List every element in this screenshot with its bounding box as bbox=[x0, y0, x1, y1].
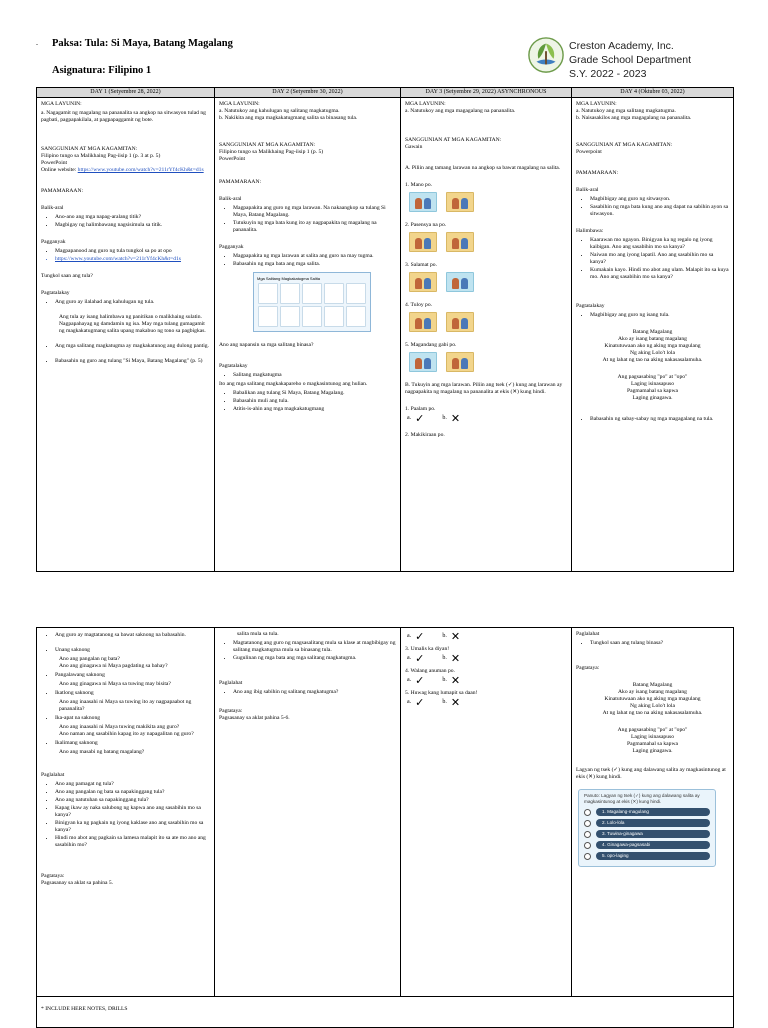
poem-line: Laging isinasapuso bbox=[630, 734, 675, 740]
picture-row bbox=[409, 352, 567, 372]
list-item: • Ano-ano ang mga napag-aralang titik? bbox=[55, 214, 210, 221]
poem-line: Laging isinasapuso bbox=[630, 381, 675, 387]
sanggunian-heading: SANGGUNIAN AT MGA KAGAMITAN: bbox=[219, 142, 316, 148]
balik-aral-heading: Balik-aral bbox=[576, 187, 599, 193]
poem-line: At ng lahat ng tao na aking nakasasalamuha. bbox=[602, 710, 703, 716]
check-icon[interactable]: ✓ bbox=[415, 630, 425, 643]
check-icon[interactable]: ✓ bbox=[415, 412, 425, 425]
day1-cell-continued bbox=[37, 628, 215, 997]
option-b-label: b. bbox=[442, 415, 447, 421]
list-item: • Ano ang pamagat ng tula? bbox=[55, 781, 210, 788]
worksheet-item-label: 2. Lolo-lola bbox=[596, 819, 710, 827]
poem-line: Ng aking Lolo't lola bbox=[630, 350, 675, 356]
day3-cell-continued bbox=[401, 628, 572, 997]
halimbawa-heading: Halimbawa: bbox=[576, 228, 604, 234]
layunin-heading: MGA LAYUNIN: bbox=[405, 101, 446, 107]
answer-circle[interactable] bbox=[584, 853, 591, 860]
option-a-label: a. bbox=[407, 677, 412, 683]
powerpoint-text: PowerPoint bbox=[219, 156, 246, 162]
list-item: • Ano ang natutuhan sa napakinggang tula? bbox=[55, 797, 210, 804]
pamamaraan-heading: PAMAMARAAN: bbox=[219, 179, 262, 185]
list-item: • Tungkol saan ang tulang binasa? bbox=[590, 640, 729, 647]
pagtatalakay-heading: Pagtatalakay bbox=[41, 290, 70, 296]
option-b-label: b. bbox=[442, 655, 447, 661]
worksheet-item-label: 5. opo-laging bbox=[596, 852, 710, 860]
answer-circle[interactable] bbox=[584, 809, 591, 816]
school-info bbox=[569, 39, 691, 81]
poem-stanza-2 bbox=[576, 374, 729, 402]
b-item-1: 1. Paalam po. bbox=[405, 406, 436, 412]
layunin-a: a. Natutukoy ang kahulugan ng salitang magkatugma. bbox=[219, 108, 340, 114]
check-row bbox=[407, 412, 567, 425]
list-item: • Magpapakita ng mga larawan at salita ang guro na may tugma. bbox=[233, 253, 396, 260]
poem-line: At ng lahat ng tao na aking nakasasalamuha. bbox=[602, 357, 703, 363]
poem-line: Ang pagsasabing "po" at "opo" bbox=[617, 374, 688, 380]
day1-header: DAY 1 (Setyembre 28, 2022) bbox=[37, 88, 215, 98]
list-item: Ano ang inaasahi ni Maya sa tuwing ito ay nagpapaabot ng pananalita? bbox=[59, 699, 192, 712]
list-item: • Babasahin ng guro ang tulang "Si Maya, Batang Magalang" (p. 5) bbox=[55, 358, 210, 365]
picture-b bbox=[446, 192, 474, 212]
check-row bbox=[407, 630, 567, 643]
list-item: • Magpapanood ang guro ng tula tungkol sa po at opo bbox=[55, 248, 210, 255]
poem-line: Pagmamahal sa kapwa bbox=[627, 388, 678, 394]
question-text: Ano ang napansin sa mga salitang binasa? bbox=[219, 342, 314, 348]
paglalahat-heading: Paglalahat bbox=[576, 631, 600, 637]
pagtataya-heading: Pagtataya: bbox=[41, 873, 65, 879]
list-item: • Magbibigay ang guro ng isang tula. bbox=[590, 312, 729, 319]
sanggunian-heading: SANGGUNIAN AT MGA KAGAMITAN: bbox=[41, 146, 138, 152]
list-item: • Atitis-is-ahin ang mga magkakatugmang bbox=[233, 406, 396, 413]
youtube-link[interactable]: https://www.youtube.com/watch?v=211rYf4cKh&t=d1s bbox=[77, 167, 204, 173]
list-item: • Sasabihin ng mga bata kung ano ang dapat na sabihin ayon sa sitwasyon. bbox=[590, 204, 729, 218]
list-item: • Hindi mo abot ang pagkain sa lamesa malapit ito sa ate mo ano ang sasabihin mo? bbox=[55, 835, 210, 849]
layunin-heading: MGA LAYUNIN: bbox=[576, 101, 617, 107]
picture-row bbox=[409, 192, 567, 212]
picture-a bbox=[409, 312, 437, 332]
day2-header: DAY 2 (Setyembre 30, 2022) bbox=[215, 88, 401, 98]
day4-header: DAY 4 (Oktubre 03, 2022) bbox=[572, 88, 734, 98]
list-item: • Ano ang pangalan ng bata sa napakinggang tula? bbox=[55, 789, 210, 796]
instruction-b: B. Tukuyin ang mga larawan. Piliin ang tsek (✓) kung ang larawan ay nagpapakita ng magalang na pananalita at ekis (✕) kung hindi. bbox=[405, 382, 563, 395]
picture-a bbox=[409, 272, 437, 292]
list-item: • Ang mga salitang magkatugma ay magkakatunog ang dulong pantig. bbox=[55, 343, 210, 350]
asignatura-title: Asignatura: Filipino 1 bbox=[52, 65, 152, 76]
poem-stanza-1 bbox=[576, 329, 729, 364]
paragraph: Ang tula ay isang halimbawa ng panitikan o malikhaing sulatin. Nagpapahayag ng damdamin ng isa. May mga tulang gumagamit ng magkakatugmang salita upang makabuo ng tono sa pagbigkas. bbox=[59, 314, 206, 334]
day3-header: DAY 3 (Setyembre 29, 2022) ASYNCHRONOUS bbox=[401, 88, 572, 98]
day3-cell bbox=[401, 98, 572, 572]
option-a-label: a. bbox=[407, 699, 412, 705]
school-logo-icon bbox=[527, 36, 565, 74]
pagganyak-heading: Pagganyak bbox=[219, 244, 244, 250]
list-item: • Magpapakita ang guro ng mga larawan. Na nakaangkop sa tulang Si Maya, Batang Magalang. bbox=[233, 205, 396, 219]
answer-circle[interactable] bbox=[584, 820, 591, 827]
pamamaraan-heading: PAMAMARAAN: bbox=[41, 188, 84, 194]
worksheet-item bbox=[584, 808, 710, 816]
list-item: • Magbigay ng halimbawang nagsisimula sa titik. bbox=[55, 222, 210, 229]
b-item-3: 3. Umalis ka diyan! bbox=[405, 646, 450, 652]
balik-aral-heading: Balik-aral bbox=[219, 196, 242, 202]
layunin-heading: MGA LAYUNIN: bbox=[219, 101, 260, 107]
saknong-heading: • Pangalawang saknong bbox=[55, 672, 210, 679]
list-item: • Ano ang ibig sabihin ng salitang magkatugma? bbox=[233, 689, 396, 696]
option-a-label: a. bbox=[407, 633, 412, 639]
list-item: Ano ang ginagawa ni Maya sa tuwing may bisita? bbox=[59, 681, 171, 687]
pagtataya-heading: Pagtataya: bbox=[576, 665, 600, 671]
worksheet-item bbox=[584, 841, 710, 849]
item-4: 4. Tuloy po. bbox=[405, 302, 433, 308]
saknong-heading: • Ikatlong saknong bbox=[55, 690, 210, 697]
layunin-text: a. Nagagamit ng magalang na pananalita sa angkop na sitwasyon tulad ng pagbati, pagpapakilala, at pagpapaggamit ng bote. bbox=[41, 110, 206, 123]
x-icon[interactable]: ✕ bbox=[450, 630, 461, 643]
worksheet-item-label: 3. Tuwina-ginagawa bbox=[596, 830, 710, 838]
sanggunian-text: Powerpoint bbox=[576, 149, 602, 155]
paglalahat-heading: Paglalahat bbox=[219, 680, 243, 686]
x-icon[interactable]: ✕ bbox=[450, 412, 461, 425]
poem-line: Ako ay isang batang magalang bbox=[618, 689, 687, 695]
notes-text: * INCLUDE HERE NOTES, DRILLS bbox=[41, 1006, 128, 1012]
option-a-label: a. bbox=[407, 655, 412, 661]
question-text: Tungkol saan ang tula? bbox=[41, 273, 93, 279]
lesson-plan-table-page1 bbox=[36, 87, 734, 572]
picture-a bbox=[409, 232, 437, 252]
list-item: • Kaarawan mo ngayon. Binigyan ka ng regalo ng iyong kaibigan. Ano ang sasabihin mo sa kanya? bbox=[590, 237, 729, 251]
saknong-heading: • Unang saknong bbox=[55, 647, 210, 654]
poem-line: Kinatutuwaan ako ng aking mga magulang bbox=[604, 343, 701, 349]
worksheet-title: Panuto: Lagyan ng tsek (✓) kung ang dalawang salita ay magkasintunog at ekis (✕) kung hindi. bbox=[584, 793, 700, 804]
pagtatalakay-heading: Pagtatalakay bbox=[576, 303, 605, 309]
pagtataya-text: Pagsasanay sa aklat pahina 5-6. bbox=[219, 715, 290, 721]
worksheet-item bbox=[584, 819, 710, 827]
list-item: • Kapag ikaw ay naka salubong ng kapwa ano ang sasabihin mo sa kanya? bbox=[55, 805, 210, 819]
x-icon[interactable]: ✕ bbox=[450, 696, 461, 709]
rhyming-words-image bbox=[253, 272, 371, 332]
instruction-text: Lagyan ng tsek (✓) kung ang dalawang salita ay magkasintunog at ekis (✕) kung hindi. bbox=[576, 767, 726, 780]
worksheet-image bbox=[578, 789, 716, 867]
poem-line: Batang Magalang bbox=[632, 329, 673, 335]
poem-line: Laging ginagawa. bbox=[632, 395, 673, 401]
check-row bbox=[407, 696, 567, 709]
day1-cell bbox=[37, 98, 215, 572]
paglalahat-heading: Paglalahat bbox=[41, 772, 65, 778]
worksheet-item-label: 4. Ginagawa-pagsasabi bbox=[596, 841, 710, 849]
sanggunian-heading: SANGGUNIAN AT MGA KAGAMITAN: bbox=[405, 137, 502, 143]
youtube-link-2[interactable]: • https://www.youtube.com/watch?v=211rYf4cKh&t=d1s bbox=[55, 256, 210, 263]
corner-dot: . bbox=[36, 38, 38, 47]
balik-aral-heading: Balik-aral bbox=[41, 205, 64, 211]
check-icon[interactable]: ✓ bbox=[415, 652, 425, 665]
picture-row bbox=[409, 272, 567, 292]
layunin-b: b. Nakikita ang mga magkakatugmang salita sa binasang tula. bbox=[219, 115, 358, 121]
list-item: • Magbibigay ang guro ng sitwasyon. bbox=[590, 196, 729, 203]
option-b-label: b. bbox=[442, 677, 447, 683]
paragraph: Ito ang mga salitang magkakapareho o magkasintunog ang hulian. bbox=[219, 381, 368, 387]
pagganyak-heading: Pagganyak bbox=[41, 239, 66, 245]
pagtatalakay-heading: Pagtatalakay bbox=[219, 363, 248, 369]
layunin-a: a. Natutukoy ang mga salitang magkatugma. bbox=[576, 108, 676, 114]
saknong-heading: • Ika-apat na saknong bbox=[55, 715, 210, 722]
list-item: • Binigyan ka ng pagkain ng iyong kaklase ano ang sasabihin mo sa kanya? bbox=[55, 820, 210, 834]
poem-line: Ang pagsasabing "po" at "opo" bbox=[617, 727, 688, 733]
list-item: • Tutukuyin ng mga bata kung ito ay nagpapakita ng magalang na pananalita. bbox=[233, 220, 396, 234]
layunin-text: a. Natutukoy ang mga magagalang na pananalita. bbox=[405, 108, 516, 114]
image-title: Mga Salitang Magkakatugma Salita bbox=[257, 276, 320, 281]
b-item-5: 5. Huwag kang lumapit sa daan! bbox=[405, 690, 478, 696]
day4-cell-continued bbox=[572, 628, 734, 997]
list-item: Ano ang ginagawa ni Maya pagdating sa bahay? bbox=[59, 663, 168, 669]
lesson-header bbox=[52, 38, 233, 76]
school-year: S.Y. 2022 - 2023 bbox=[569, 68, 647, 80]
continued-text: salita mula sa tula. bbox=[237, 631, 279, 637]
option-a-label: a. bbox=[407, 415, 412, 421]
poem-line: Laging ginagawa. bbox=[632, 748, 673, 754]
saknong-heading: • Ikalimang saknong bbox=[55, 740, 210, 747]
item-2: 2. Pasensya na po. bbox=[405, 222, 447, 228]
list-item: • Babasahin ng mga bata ang mga salita. bbox=[233, 261, 396, 268]
list-item: • Kumakain kayo. Hindi mo abot ang ulam. Malapit ito sa kuya mo. Ano ang sasabihin mo sa kanya? bbox=[590, 267, 729, 281]
worksheet-item bbox=[584, 830, 710, 838]
list-item: • Ang guro ay magtatanong sa bawat saknong na babasahin. bbox=[55, 632, 210, 639]
list-item: • Gugulinan ng mga bata ang mga salitang magkatugma. bbox=[233, 655, 396, 662]
picture-row bbox=[409, 312, 567, 332]
picture-b bbox=[446, 352, 474, 372]
pagtataya-heading: Pagtataya: bbox=[219, 708, 243, 714]
picture-b bbox=[446, 272, 474, 292]
online-label: Online website: bbox=[41, 167, 77, 173]
item-5: 5. Magandang gabi po. bbox=[405, 342, 457, 348]
sanggunian-heading: SANGGUNIAN AT MGA KAGAMITAN: bbox=[576, 142, 673, 148]
item-3: 3. Salamat po. bbox=[405, 262, 438, 268]
list-item: • Salitang magkatugma bbox=[233, 372, 396, 379]
school-name: Creston Academy, Inc. bbox=[569, 40, 674, 52]
day-header-row bbox=[37, 88, 734, 98]
poem-line: Pagmamahal sa kapwa bbox=[627, 741, 678, 747]
check-row bbox=[407, 652, 567, 665]
item-1: 1. Mano po. bbox=[405, 182, 433, 188]
list-item: Ano ang inaasahi ni Maya tuwing makikita ang guro? bbox=[59, 724, 180, 730]
powerpoint-text: PowerPoint bbox=[41, 160, 68, 166]
day2-cell bbox=[215, 98, 401, 572]
poem-line: Ako ay isang batang magalang bbox=[618, 336, 687, 342]
department-name: Grade School Department bbox=[569, 54, 691, 66]
list-item: • Babasahin muli ang tula. bbox=[233, 398, 396, 405]
picture-a bbox=[409, 352, 437, 372]
list-item: Ano naman ang sasabihin kapag ito ay napagalitan ng guro? bbox=[59, 731, 194, 737]
worksheet-item bbox=[584, 852, 710, 860]
list-item: • Magtatanong ang guro ng magsasalitang mula sa klase at magbibigay ng salitang magkatugma mula sa binasang tula. bbox=[233, 640, 396, 654]
sanggunian-text: Filipino tungo sa Malikhaing Pag-iisip 1 (p. 5) bbox=[219, 149, 324, 155]
sanggunian-text: Gawain bbox=[405, 144, 423, 150]
lesson-plan-table-page2 bbox=[36, 627, 734, 1028]
list-item: • Naiwan mo ang iyong lapatil. Ano ang sasabihin mo sa kanya? bbox=[590, 252, 729, 266]
day4-cell bbox=[572, 98, 734, 572]
b-item-2: 2. Makikiraan po. bbox=[405, 432, 445, 438]
list-item: Ano ang masabi ng batang magalang? bbox=[59, 749, 145, 755]
picture-b bbox=[446, 312, 474, 332]
worksheet-item-label: 1. Magalang-magulang bbox=[596, 808, 710, 816]
x-icon[interactable]: ✕ bbox=[450, 674, 461, 687]
check-icon[interactable]: ✓ bbox=[415, 696, 425, 709]
check-row bbox=[407, 674, 567, 687]
day2-cell-continued bbox=[215, 628, 401, 997]
poem-line: Batang Magalang bbox=[632, 682, 673, 688]
b-item-4: 4. Walang anuman po. bbox=[405, 668, 455, 674]
instruction-a: A. Piliin ang tamang larawan na angkop sa bawat magalang na salita. bbox=[405, 165, 561, 171]
paksa-title: Paksa: Tula: Si Maya, Batang Magalang bbox=[52, 38, 233, 49]
pagtataya-text: Pagsasanay sa aklat sa pahina 5. bbox=[41, 880, 114, 886]
picture-row bbox=[409, 232, 567, 252]
option-b-label: b. bbox=[442, 633, 447, 639]
layunin-heading: MGA LAYUNIN: bbox=[41, 101, 82, 107]
image-grid bbox=[258, 283, 366, 327]
pamamaraan-heading: PAMAMARAAN: bbox=[576, 170, 619, 176]
answer-circle[interactable] bbox=[584, 831, 591, 838]
poem-line: Kinatutuwaan ako ng aking mga magulang bbox=[604, 696, 701, 702]
check-icon[interactable]: ✓ bbox=[415, 674, 425, 687]
layunin-b: b. Naisasakilos ang mga magagalang na pananalita. bbox=[576, 115, 692, 121]
notes-row bbox=[37, 997, 734, 1028]
poem-line: Ng aking Lolo't lola bbox=[630, 703, 675, 709]
list-item: Ano ang pangalan ng bata? bbox=[59, 656, 120, 662]
picture-b bbox=[446, 232, 474, 252]
x-icon[interactable]: ✕ bbox=[450, 652, 461, 665]
poem-stanza-2 bbox=[576, 727, 729, 755]
sanggunian-text: Filipino tungo sa Malikhaing Pag-iisip 1 (p. 3 at p. 5) bbox=[41, 153, 161, 159]
picture-a bbox=[409, 192, 437, 212]
list-item: • Babasahin ng sabay-sabay ng mga magagalang na tula. bbox=[590, 416, 729, 423]
poem-stanza-1 bbox=[576, 682, 729, 717]
option-b-label: b. bbox=[442, 699, 447, 705]
answer-circle[interactable] bbox=[584, 842, 591, 849]
list-item: • Ang guro ay ilalahad ang kahulugan ng tula. bbox=[55, 299, 210, 306]
list-item: • Babalikan ang tulang Si Maya, Batang Magalang. bbox=[233, 390, 396, 397]
